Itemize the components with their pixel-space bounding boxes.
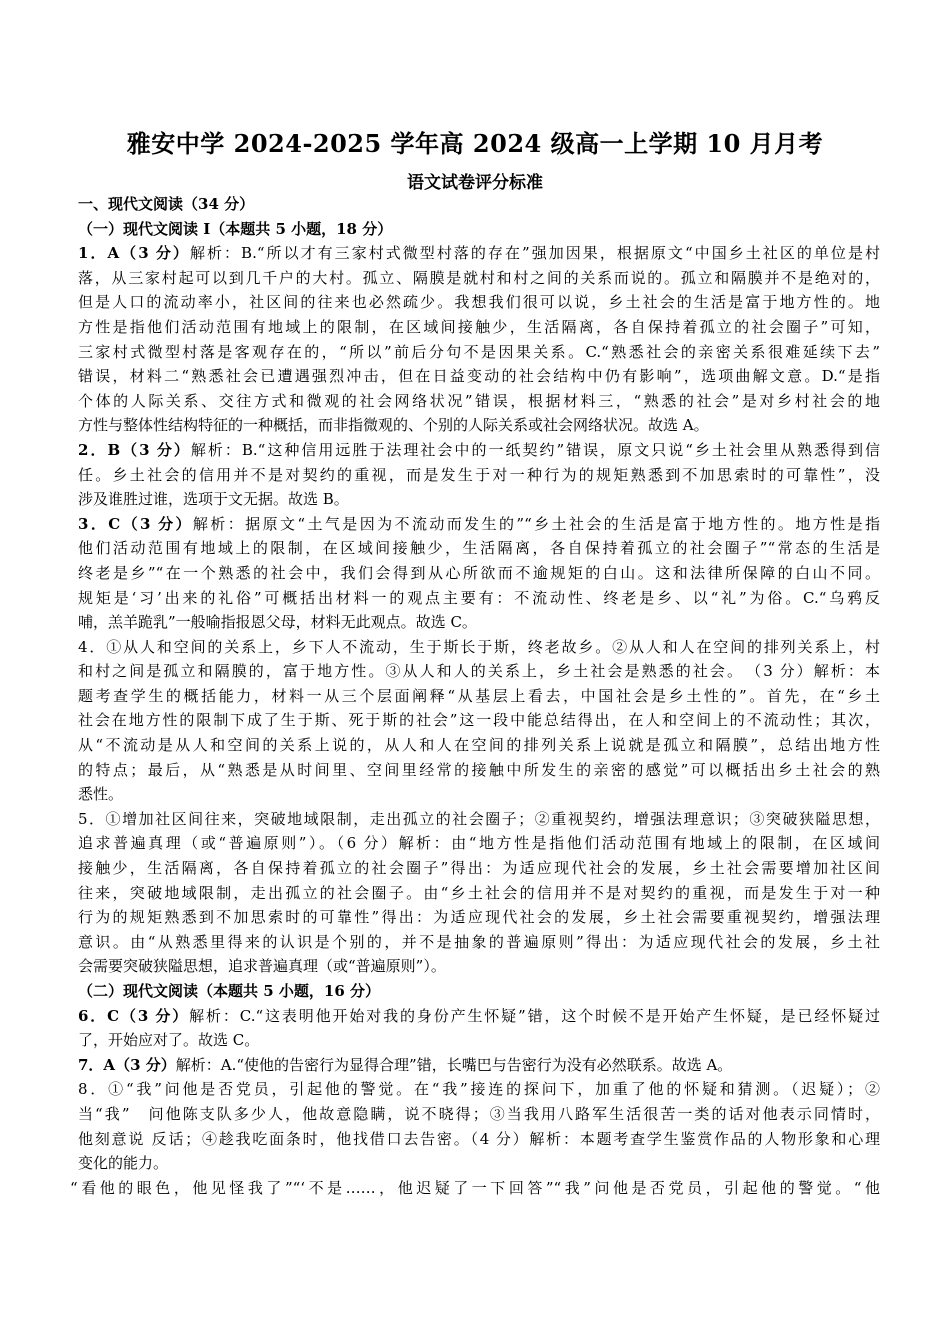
item-heading: （一）现代文阅读 I（本题共 5 小题，18 分） [78,219,393,238]
text-line [78,881,880,906]
text-line [78,561,880,586]
text-line [78,782,880,807]
line-text: 5．①增加社区间往来，突破地域限制，走出孤立的社会圈子；②重视契约，增强法理意识；③突破狭隘思想， [78,809,880,828]
text-line [78,905,880,930]
text-line [78,1151,880,1176]
line-text: 涉及谁胜过谁，选项于文无据。故选 B。 [78,490,349,509]
line-text: 解析：据原文“土气是因为不流动而发生的”“乡土社会的生活是富于地方性的。地方性是指 [192,514,880,533]
text-line [78,364,880,389]
text-line [78,315,880,340]
line-text: 社会在地方性的限制下成了生于斯、死于斯的社会”这一段中能总结得出，在人和空间上的不流动性；其次， [78,711,880,730]
line-text: “看他的眼色，他见怪我了”“‘不是……，他迟疑了一下回答”“我”问他是否党员，引起他的警觉。“他 [70,1178,880,1197]
line-text: 和村之间是孤立和隔膜的，富于地方性。③从人和人的关系上，乡土社会是熟悉的社会。 （3 分）解析：本 [78,662,880,681]
line-text: 8．①“我”问他是否党员，引起他的警觉。在“我”接连的探问下，加重了他的怀疑和猜测。（迟疑）；② [78,1080,880,1099]
line-text: 当“我” 问他陈支队多少人，他故意隐瞒，说不晓得；③当我用八路军生活很苦一类的话对他表示同情时， [78,1104,880,1123]
line-text: 解析：A.“使他的告密行为显得合理”错，长嘴巴与告密行为没有必然联系。故选 A。 [175,1055,733,1074]
item-heading: （二）现代文阅读（本题共 5 小题，16 分） [78,982,380,1000]
text-line [78,487,880,512]
line-text: 题考查学生的概括能力，材料一从三个层面阐释“从基层上看去，中国社会是乡土性的”。首先，在“乡土 [78,686,880,705]
text-line [78,831,880,856]
text-line [78,290,880,315]
text-line [78,1102,880,1127]
line-text: 会需要突破狭隘思想，追求普遍真理（或“普遍原则”）。 [78,957,446,976]
text-line [78,1028,880,1053]
line-text: 三家村式微型村落是客观存在的，“所以”前后分句不是因果关系。C.“熟悉社会的亲密关系很难延续下去” [78,342,880,361]
line-text: 变化的能力。 [78,1154,169,1173]
document-title: 雅安中学 2024-2025 学年高 2024 级高一上学期 10 月月考 [126,129,824,158]
line-text: 往来，突破地域限制，走出孤立的社会圈子。由“乡土社会的信用并不是对契约的重视，而是发生于对一种 [78,883,880,902]
item-heading: 2．B（3 分） [78,440,191,459]
line-text: 意识。由“从熟悉里得来的认识是个别的，并不是抽象的普遍原则”得出：为适应现代社会的发展，乡土社 [78,932,880,951]
text-line [78,413,880,438]
text-line [78,610,880,635]
text-line [78,635,880,660]
line-text: 悉性。 [78,785,124,804]
text-line [78,758,880,783]
text-line [78,1127,880,1152]
item-heading: 6．C（3 分） [78,1006,190,1025]
text-line [78,1053,880,1078]
text-line [78,954,880,979]
text-line [78,1004,880,1029]
text-line [78,217,880,242]
line-text: 他刻意说 反话；④趁我吃面条时，他找借口去告密。（4 分）解析：本题考查学生鉴赏作品的人物形象和心理 [78,1129,880,1148]
text-line [78,241,880,266]
text-line [78,733,880,758]
line-text: 错误，材料二“熟悉社会已遭遇强烈冲击，但在日益变动的社会结构中仍有影响”，选项曲解文意。D.“是指 [78,367,880,386]
item-heading: 3．C（3 分） [78,514,193,533]
document-subtitle: 语文试卷评分标准 [407,173,543,193]
line-text: 从“不流动是从人和空间的关系上说的，从人和人在空间的排列关系上说就是孤立和隔膜”，总结出地方性 [78,736,880,755]
line-text: 接触少，生活隔离，各自保持着孤立的社会圈子”得出：为适应现代社会的发展，乡土社会需要增加社区间 [78,859,880,878]
line-text: 的特点；最后，从“熟悉是从时间里、空间里经常的接触中所发生的亲密的感觉”可以概括出乡土社会的熟 [78,760,880,779]
line-text: 4．①从人和空间的关系上，乡下人不流动，生于斯长于斯，终老故乡。②从人和人在空间的排列关系上，村 [78,637,880,656]
line-text: 但是人口的流动率小，社区间的往来也必然疏少。我想我们很可以说，乡土社会的生活是富于地方性的。地 [78,293,880,312]
text-line [78,438,880,463]
line-text: 解析：B.“这种信用远胜于法理社会中的一纸契约”错误，原文只说“乡土社会里从熟悉得到信 [190,440,880,459]
line-text: 终老是乡”“在一个熟悉的社会中，我们会得到从心所欲而不逾规矩的白山。这和法律所保障的白山不同。 [78,563,880,582]
line-text: 解析：C.“这表明他开始对我的身份产生怀疑”错，这个时候不是开始产生怀疑，是已经怀疑过 [189,1006,880,1025]
text-line [78,684,880,709]
text-line [70,1176,880,1201]
text-line [78,979,880,1004]
line-text: 他们活动范围有地域上的限制，在区域间接触少，生活隔离，各自保持着孤立的社会圈子”“常态的生活是 [78,539,880,558]
text-line [78,1077,880,1102]
text-line [78,389,880,414]
line-text: 规矩是‘习’出来的礼俗”可概括出材料一的观点主要有：不流动性、终老是乡、以“礼”为俗。C.“乌鸦反 [78,588,880,607]
item-heading: 1．A（3 分） [78,244,190,263]
document-body [70,192,880,1200]
line-text: 落，从三家村起可以到几千户的大村。孤立、隔膜是就村和村之间的关系而说的。孤立和隔膜并不是绝对的， [78,268,880,287]
line-text: 解析：B.“所以才有三家村式微型村落的存在”强加因果，根据原文“中国乡土社区的单位是村 [189,244,880,263]
text-line [78,708,880,733]
line-text: 个体的人际关系、交往方式和微观的社会网络状况”错误，根据材料三，“熟悉的社会”是对乡村社会的地 [78,391,880,410]
text-line [78,930,880,955]
text-line [78,807,880,832]
text-line [78,266,880,291]
item-heading: 7．A（3 分） [78,1055,176,1074]
item-heading: 一、现代文阅读（34 分） [78,195,255,213]
line-text: 行为的规矩熟悉到不加思索时的可靠性”得出：为适应现代社会的发展，乡土社会需要重视契约，增强法理 [78,908,880,927]
line-text: 方性与整体性结构特征的一种概括，而非指微观的、个别的人际关系或社会网络状况。故选 A。 [78,416,709,435]
line-text: 哺，羔羊跪乳”一般喻指报恩父母，材料无此观点。故选 C。 [78,613,477,632]
text-line [78,586,880,611]
line-text: 任。乡土社会的信用并不是对契约的重视，而是发生于对一种行为的规矩熟悉到不加思索时的可靠性”，没 [78,465,880,484]
text-line [78,512,880,537]
text-line [78,536,880,561]
line-text: 追求普遍真理（或“普遍原则”）。（6 分）解析：由“地方性是指他们活动范围有地域上的限制，在区域间 [78,834,880,853]
text-line [78,463,880,488]
line-text: 方性是指他们活动范围有地域上的限制，在区域间接触少，生活隔离，各自保持着孤立的社会圈子”可知， [78,317,880,336]
text-line [78,192,880,217]
text-line [78,856,880,881]
text-line [78,340,880,365]
line-text: 了，开始应对了。故选 C。 [78,1031,260,1050]
text-line [78,659,880,684]
